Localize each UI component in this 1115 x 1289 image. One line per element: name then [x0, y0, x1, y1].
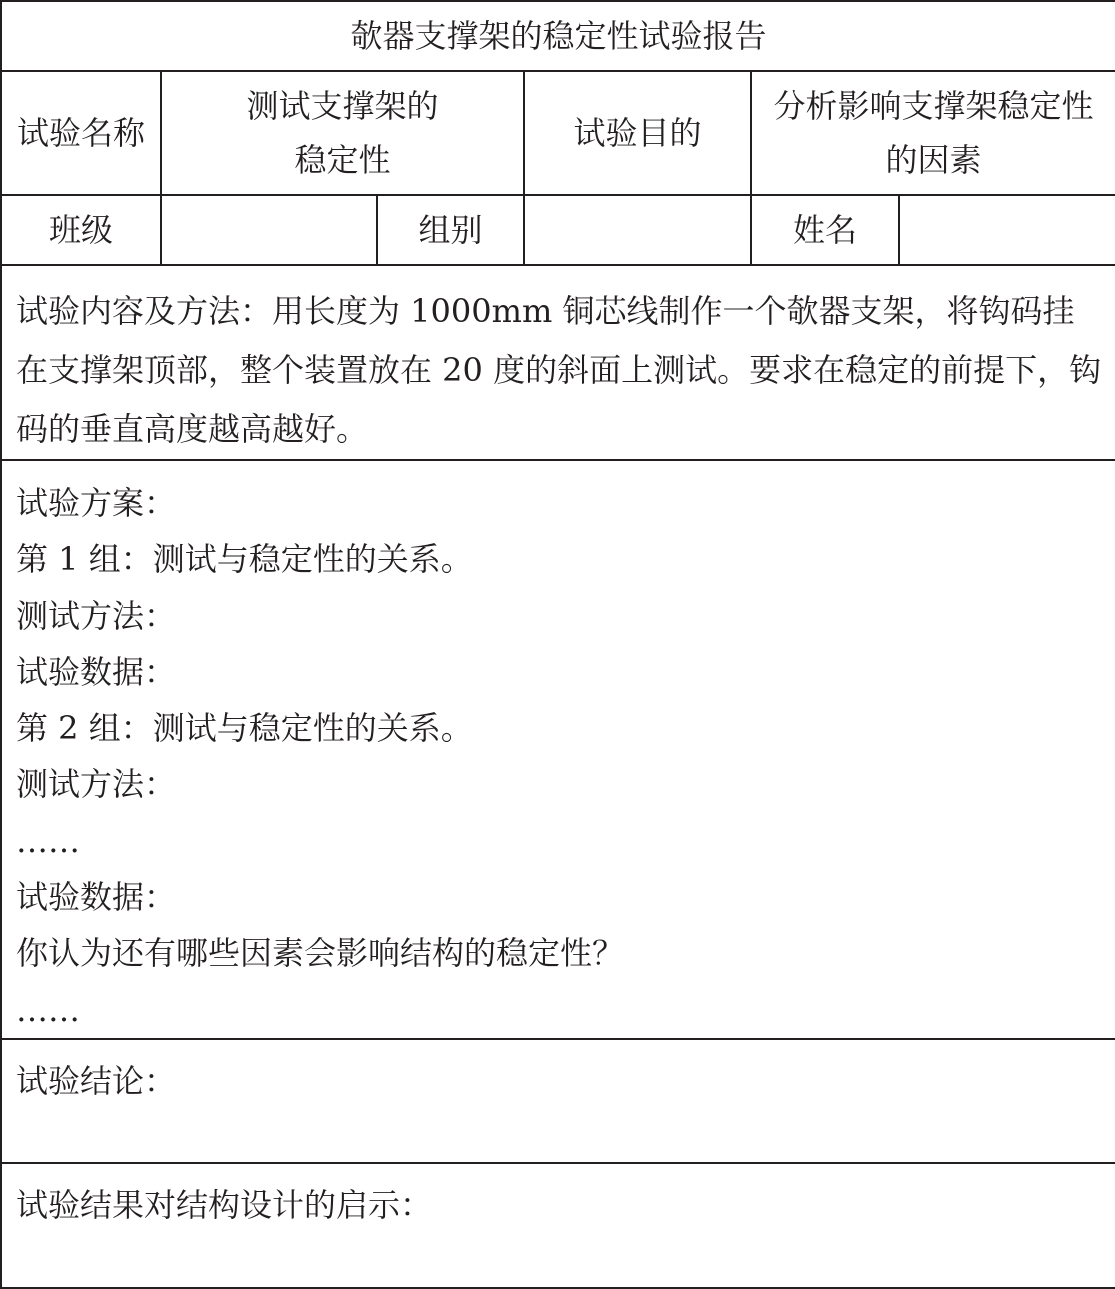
- experiment-plan: [1, 460, 1115, 1039]
- plan-line: ……: [16, 990, 80, 1029]
- value-class[interactable]: [161, 195, 377, 265]
- value-experiment-name-line2: 稳定性: [294, 141, 391, 179]
- value-student-name[interactable]: [899, 195, 1115, 265]
- design-inspiration[interactable]: [1, 1163, 1115, 1288]
- value-experiment-purpose-line1: 分析影响支撑架稳定性: [773, 87, 1094, 125]
- plan-line: 测试方法：: [16, 596, 177, 635]
- value-group[interactable]: [524, 195, 751, 265]
- plan-line: 试验数据：: [16, 652, 177, 691]
- value-experiment-name-line1: 测试支撑架的: [246, 87, 439, 125]
- label-experiment-purpose: 试验目的: [524, 71, 751, 195]
- conclusion-label: 试验结论：: [16, 1061, 177, 1100]
- plan-line: 试验数据：: [16, 878, 177, 917]
- experiment-conclusion[interactable]: [1, 1039, 1115, 1163]
- label-group: 组别: [377, 195, 524, 265]
- inspiration-label: 试验结果对结构设计的启示：: [16, 1185, 433, 1224]
- report-title: 欹器支撑架的稳定性试验报告: [1, 1, 1115, 71]
- content-and-method: [1, 265, 1115, 460]
- plan-line: ……: [16, 821, 80, 860]
- content-and-method-text: 试验内容及方法：用长度为 1000mm 铜芯线制作一个欹器支架，将钩码挂在支撑架顶部，整个装置放在 20 度的斜面上测试。要求在稳定的前提下，钩码的垂直高度越高越好。: [16, 292, 1102, 448]
- value-experiment-purpose: [751, 71, 1115, 195]
- plan-line: 第 1 组：测试与稳定性的关系。: [16, 540, 473, 579]
- label-experiment-name: 试验名称: [1, 71, 161, 195]
- value-experiment-purpose-line2: 的因素: [885, 141, 982, 179]
- plan-line: 你认为还有哪些因素会影响结构的稳定性？: [16, 934, 625, 973]
- label-student-name: 姓名: [751, 195, 899, 265]
- value-experiment-name: [161, 71, 524, 195]
- label-class: 班级: [1, 195, 161, 265]
- plan-line: 试验方案：: [16, 484, 177, 522]
- plan-line: 测试方法：: [16, 765, 177, 804]
- plan-line: 第 2 组：测试与稳定性的关系。: [16, 709, 473, 748]
